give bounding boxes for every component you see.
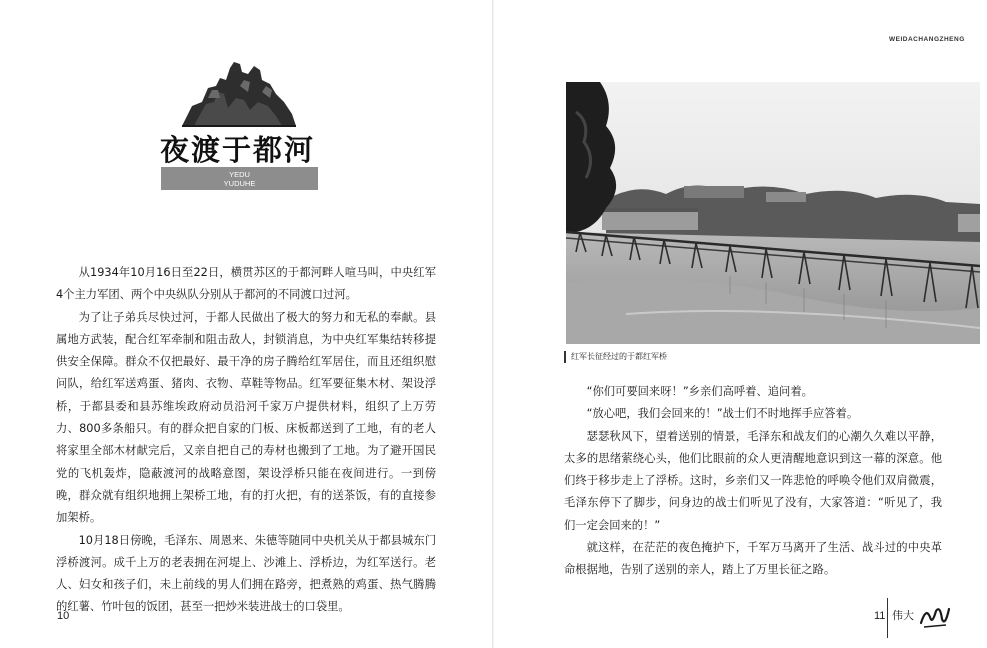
right-body-text	[564, 381, 942, 582]
paragraph: 10月18日傍晚，毛泽东、周恩来、朱德等随同中央机关从于都县城东门浮桥渡河。成千上万的老表拥在河堤上、沙滩上、浮桥边，为红军送行。老人、妇女和孩子们，未上前线的男人们拥在路旁，把煮熟的鸡蛋、热气腾腾的红薯、竹叶包的饭团，甚至一把炒米装进战士的口袋里。	[56, 533, 436, 614]
left-page	[0, 0, 493, 648]
right-page	[493, 0, 987, 648]
pinyin-line-1: YEDU	[229, 170, 250, 179]
paragraph: 瑟瑟秋风下，望着送别的情景，毛泽东和战友们的心潮久久难以平静，太多的思绪萦绕心头，他们比眼前的众人更清醒地意识到这一幕的深意。他们终于移步走上了浮桥。这时，乡亲们又一阵悲怆的呼唤令他们双肩微震，毛泽东停下了脚步，问身边的战士们听见了没有，大家答道：“听见了，我们一定会回来的！”	[564, 429, 942, 532]
red-army-statue-icon	[178, 58, 298, 128]
page-number-right: 11	[874, 610, 886, 622]
footer-logo	[892, 603, 952, 629]
paragraph: 为了让子弟兵尽快过河，于都人民做出了极大的努力和无私的奉献。县属地方武装，配合红军牵制和阻击敌人，封锁消息，为中央红军集结转移提供安全保障。群众不仅把最好、最干净的房子腾给红军居住，而且还组织慰问队，给红军送鸡蛋、猪肉、衣物、草鞋等物品。红军要征集木材、架设浮桥，于都县委和县苏维埃政府动员沿河千家万户提供材料，组织了上万劳力、800多条船只。有的群众把自家的门板、床板都送到了工地，有的老人将家里全部木材献完后，又亲自把自己的寿材也搬到了工地。为了避开国民党的飞机轰炸，隐蔽渡河的战略意图，架设浮桥只能在夜间进行。一到傍晚，群众就有组织地拥上架桥工地，有的打火把，有的送茶饭，有的直接参加架桥。	[56, 310, 436, 525]
photo-caption: 红军长征经过的于都红军桥	[564, 351, 667, 363]
bridge-photo	[566, 82, 980, 344]
paragraph: “放心吧，我们会回来的！”战士们不时地挥手应答着。	[586, 407, 859, 421]
left-body-text	[56, 262, 436, 619]
footer-logo-text: 伟大	[892, 609, 914, 622]
footer-divider	[887, 598, 888, 638]
paragraph: 就这样，在茫茫的夜色掩护下，千军万马离开了生活、战斗过的中央革命根据地，告别了送别的亲人，踏上了万里长征之路。	[564, 541, 942, 577]
pinyin-banner	[161, 167, 318, 190]
paragraph: 从1934年10月16日至22日，横贯苏区的于都河畔人喧马叫，中央红军4个主力军团、两个中央纵队分别从于都河的不同渡口过河。	[56, 266, 436, 302]
calligraphy-logo-icon	[918, 603, 952, 629]
article-title: 夜渡于都河	[160, 133, 316, 167]
page-number-left: 10	[57, 610, 70, 622]
running-head: WEIDACHANGZHENG	[889, 36, 965, 43]
pinyin-line-2: YUDUHE	[223, 179, 256, 188]
paragraph: “你们可要回来呀！”乡亲们高呼着、追问着。	[586, 385, 813, 398]
